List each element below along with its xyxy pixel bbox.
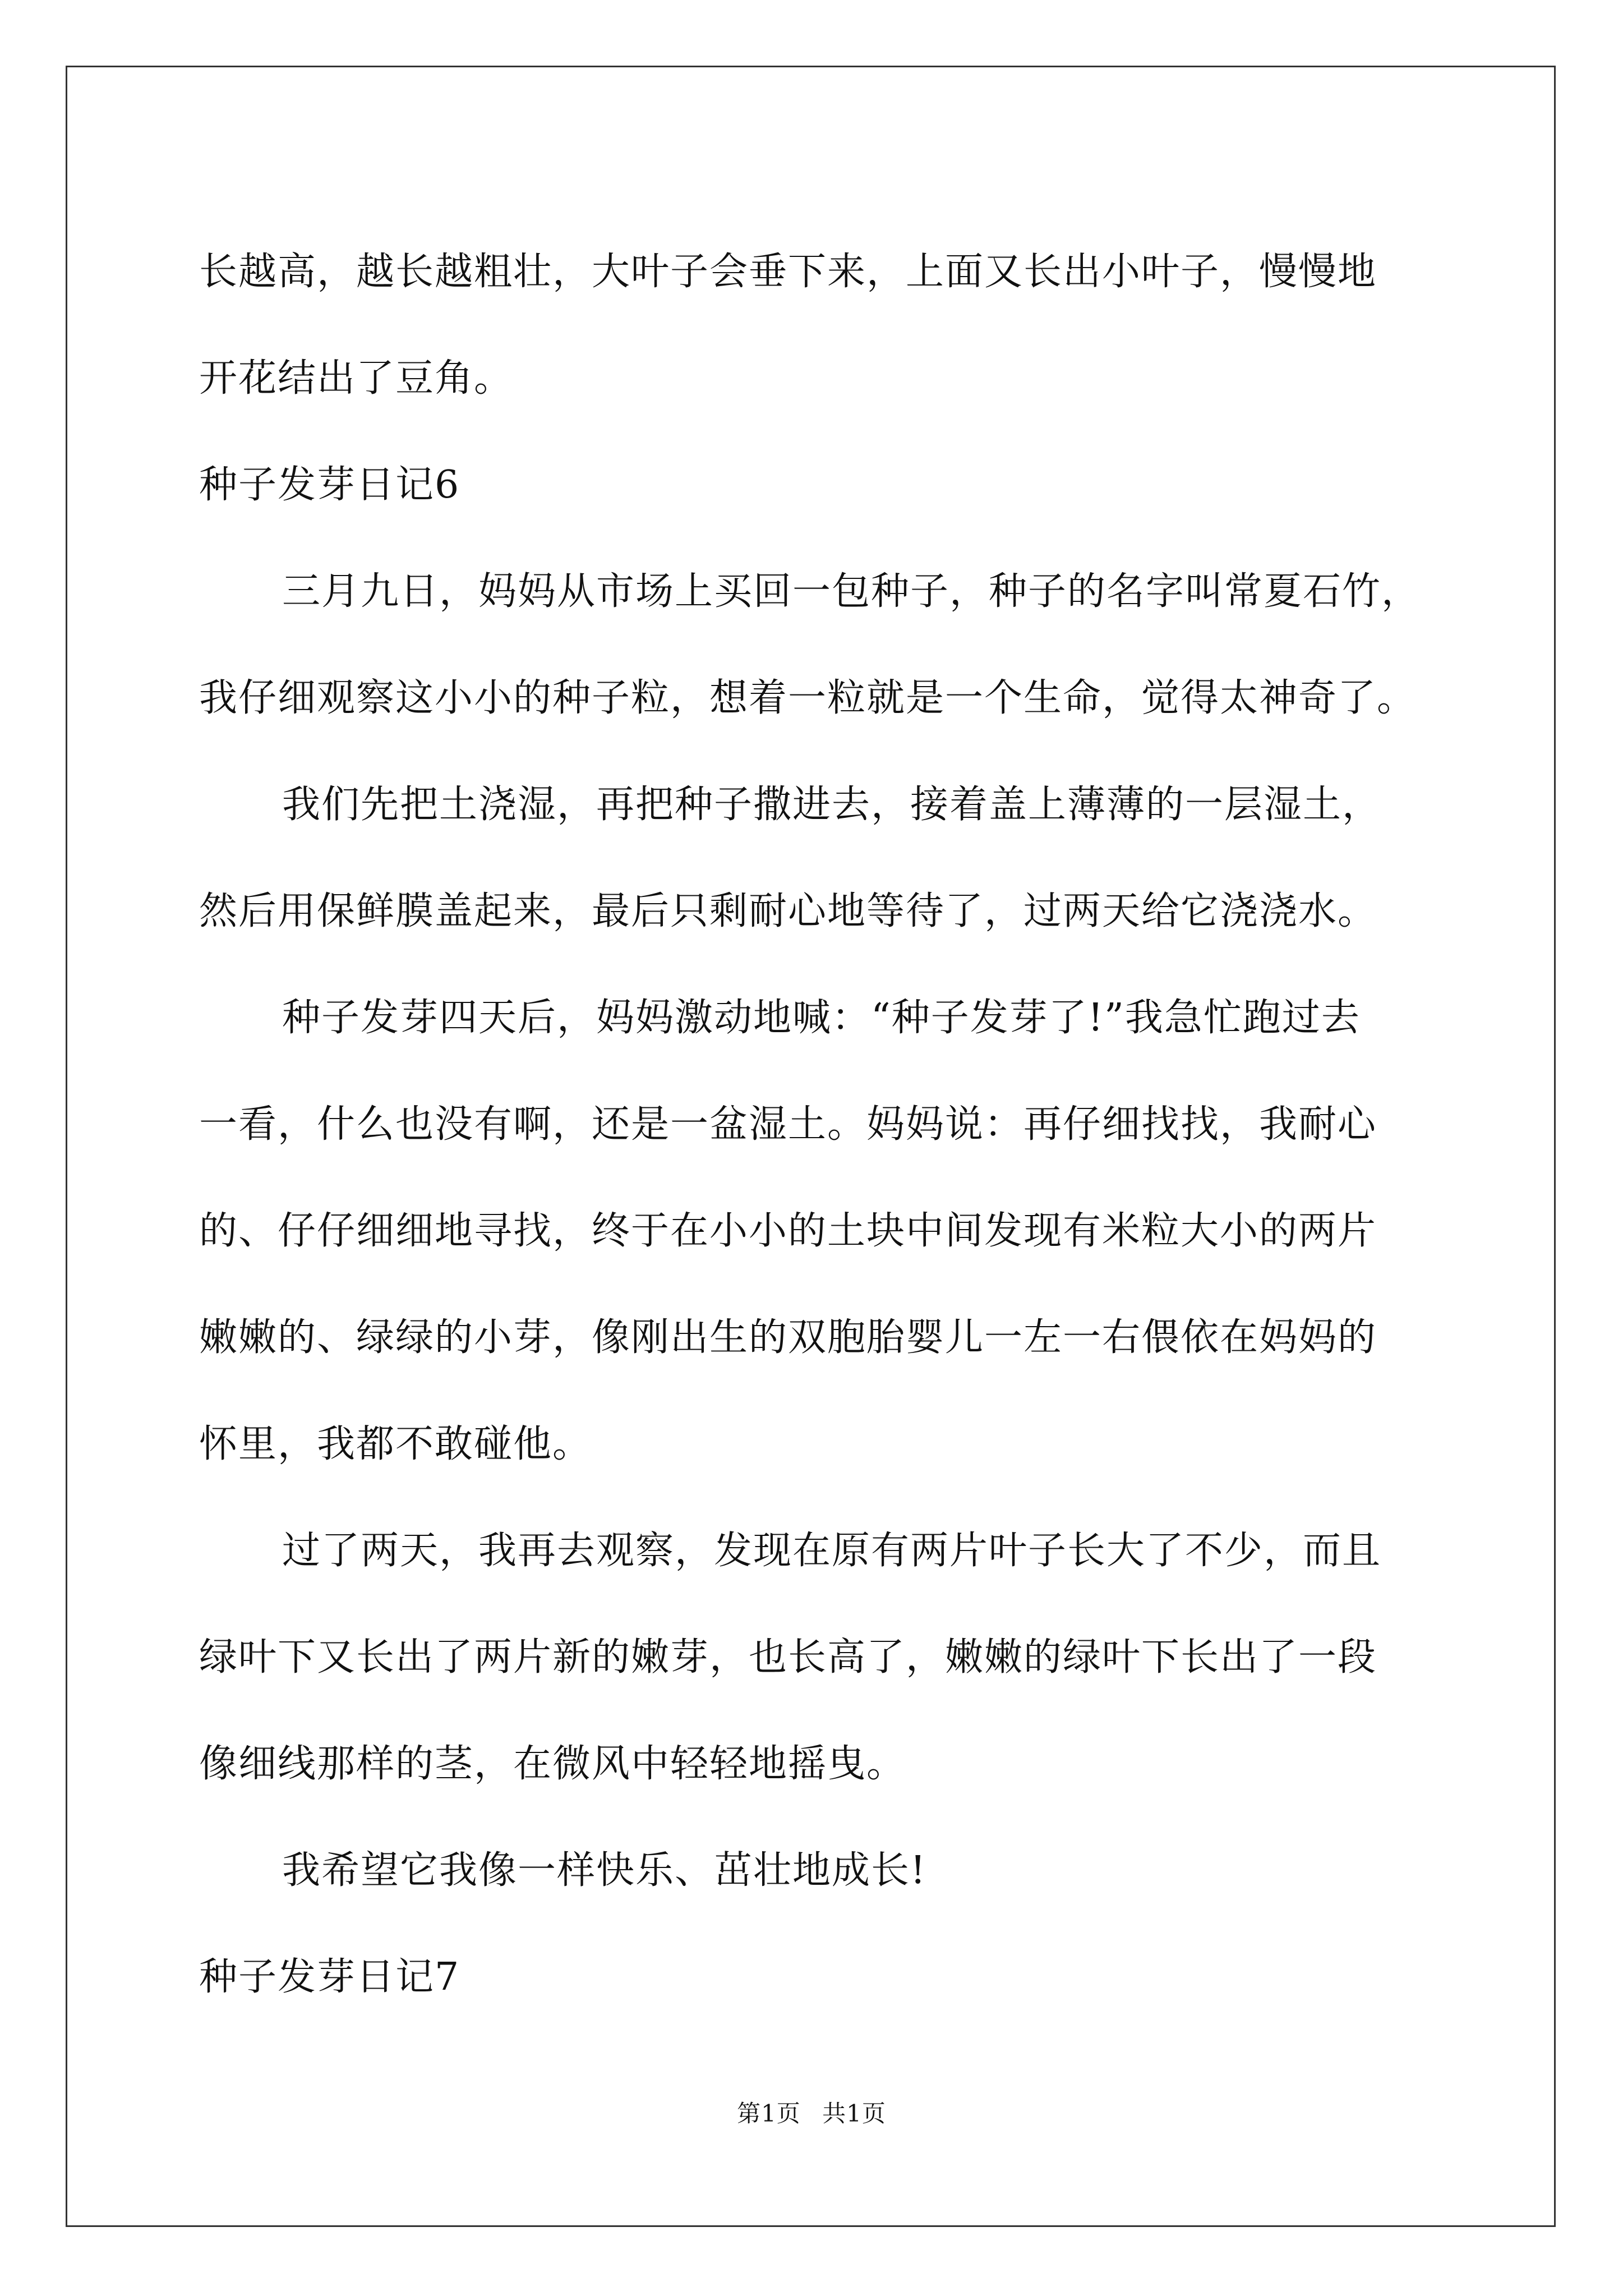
text-line-11: 嫩嫩的、绿绿的小芽，像刚出生的双胞胎婴儿一左一右偎依在妈妈的 <box>199 1315 1377 1360</box>
text-line-10: 的、仔仔细细地寻找，终于在小小的土块中间发现有米粒大小的两片 <box>199 1209 1377 1253</box>
page-footer <box>0 2095 1623 2129</box>
section-heading-6: 种子发芽日记6 <box>199 463 460 507</box>
text-line-16: 我希望它我像一样快乐、茁壮地成长! <box>282 1848 927 1893</box>
text-line-8: 种子发芽四天后，妈妈激动地喊：“种子发芽了!”我急忙跑过去 <box>282 996 1361 1040</box>
text-line-14: 绿叶下又长出了两片新的嫩芽，也长高了，嫩嫩的绿叶下长出了一段 <box>199 1635 1377 1680</box>
text-line-2: 开花结出了豆角。 <box>199 356 514 401</box>
text-line-12: 怀里，我都不敢碰他。 <box>199 1422 592 1466</box>
text-line-7: 然后用保鲜膜盖起来，最后只剩耐心地等待了，过两天给它浇浇水。 <box>199 889 1377 933</box>
text-line-6: 我们先把土浇湿，再把种子撒进去，接着盖上薄薄的一层湿土， <box>282 783 1382 827</box>
text-line-5: 我仔细观察这小小的种子粒，想着一粒就是一个生命，觉得太神奇了。 <box>199 676 1417 720</box>
page-number: 第1页 <box>737 2100 801 2127</box>
document-body <box>199 219 1455 2031</box>
page-total: 共1页 <box>822 2100 886 2127</box>
text-line-13: 过了两天，我再去观察，发现在原有两片叶子长大了不少，而且 <box>282 1529 1382 1573</box>
section-heading-7: 种子发芽日记7 <box>199 1955 460 1999</box>
text-line-1: 长越高，越长越粗壮，大叶子会垂下来，上面又长出小叶子，慢慢地 <box>199 250 1377 294</box>
text-line-15: 像细线那样的茎，在微风中轻轻地摇曳。 <box>199 1742 906 1786</box>
text-line-4: 三月九日，妈妈从市场上买回一包种子，种子的名字叫常夏石竹， <box>282 569 1421 614</box>
text-line-9: 一看，什么也没有啊，还是一盆湿土。妈妈说：再仔细找找，我耐心 <box>199 1102 1377 1147</box>
